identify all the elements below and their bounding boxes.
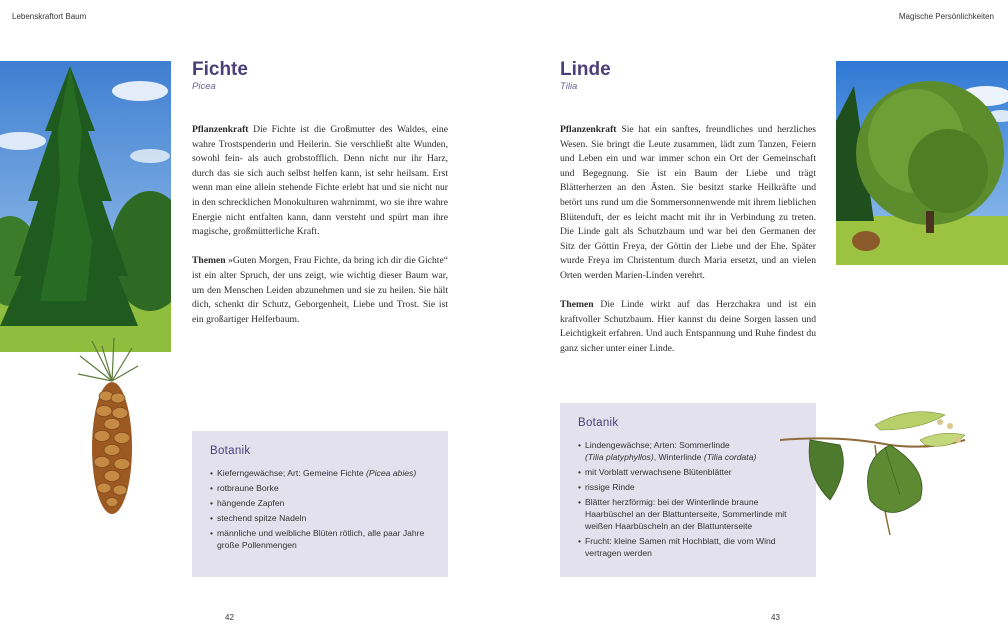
right-pflanzenkraft-text: Sie hat ein sanftes, freundliches und herzliches Wesen. Sie bringt die Leute zusammen, lädt zum Tanzen, Feiern und Leben ein und war immer schon ein Ort der Gemeinschaft und Begegnung. Sie ist ein Baum der Liebe und trägt Blätterherzen an den Ästen. Sie besitzt starke Heilkräfte und betört uns rund um die Sommersonnenwende mit ihrem lieblichen Blütenduft, der es leicht macht mit ihr in Verbindung zu treten. Die Linde galt als Schutzbaum und war bei den Germanen der Sitz der Göttin Freya, der Göttin der Liebe und der Ehe. Später wurde Freya im Christentum durch Maria ersetzt, und an vielen Orten werden Marien-Linden verehrt. [560,124,816,281]
list-item: • mit Vorblatt verwachsene Blütenblätter [578,466,798,478]
right-page-title: Linde [560,59,611,80]
spruce-cone-illustration [72,336,140,518]
list-item: • Lindengewächse; Arten: Sommerlinde (Tilia platyphyllos), Winterlinde (Tilia cordata) [578,439,798,463]
list-item: • Blätter herzförmig: bei der Winterlinde braune Haarbüschel an der Blattunterseite, Sommerlinde mit weißen Haarbüscheln an der Blattunterseite [578,496,798,532]
list-item: • Frucht: kleine Samen mit Hochblatt, die vom Wind vertragen werden [578,535,798,559]
right-botanik-box [560,403,816,577]
list-item: • rissige Rinde [578,481,798,493]
right-page-body [560,123,816,371]
spruce-tree-photo [0,61,171,352]
left-page-title: Fichte [192,59,248,80]
right-themen-label: Themen [560,299,594,311]
left-page-number: 42 [225,613,234,622]
right-themen-paragraph [560,298,816,356]
running-header-right: Magische Persönlichkeiten [898,12,994,21]
right-botanik-title: Botanik [578,417,619,429]
left-botanik-title: Botanik [210,445,251,457]
right-pflanzenkraft-label: Pflanzenkraft [560,124,617,135]
right-page-latin-name: Tilia [560,81,578,92]
list-item: • stechend spitze Nadeln [210,512,430,524]
left-page-body [192,123,448,342]
left-pflanzenkraft-text: Die Fichte ist die Großmutter des Waldes, eine wahre Trostspenderin und Heilerin. Sie verschließt alte Wunden, sowohl fein- als auch grobstofflich. Denn nicht nur ihr Harz, durch das sie sich auch selbst helfen kann, ist sehr heilsam. Erst wenn man eine allein stehende Fichte erlebt hat und sie nicht nur in den schrecklichen Monokulturen wahrnimmt, wo sie ihre wahre Energie nicht entfalten kann, dann versteht und spürt man ihre magische, großmütterliche Kraft. [192,124,448,238]
left-themen-paragraph [192,254,448,327]
linden-tree-photo [836,61,1008,265]
left-pflanzenkraft-paragraph [192,123,448,240]
right-page-number: 43 [771,613,780,622]
left-themen-text: »Guten Morgen, Frau Fichte, da bring ich dir die Gichte“ ist ein alter Spruch, der uns zeigt, wie wichtig dieser Baum war, um den Menschen Leiden abzunehmen und sie zu heilen. Sie hält dich, schenkt dir Schutz, Geborgenheit, Liebe und Trost. Sie ist ein großartiger Helferbaum. [192,255,448,325]
list-item: • Kieferngewächse; Art: Gemeine Fichte (Picea abies) [210,467,430,479]
right-pflanzenkraft-paragraph [560,123,816,284]
left-botanik-list [210,467,430,551]
left-botanik-box [192,431,448,577]
list-item: • hängende Zapfen [210,497,430,509]
list-item: • männliche und weibliche Blüten rötlich, alle paar Jahre große Pollenmengen [210,527,430,551]
left-page-latin-name: Picea [192,81,216,92]
running-header-left: Lebenskraftort Baum [12,12,87,21]
list-item: • rotbraune Borke [210,482,430,494]
right-themen-text: Die Linde wirkt auf das Herzchakra und ist ein kraftvoller Schutzbaum. Hier kannst du deine Sorgen lassen und Leichtigkeit erfahren. Und auch Entspannung und Ruhe findest du ganz sicher unter einer Linde. [560,299,816,354]
left-pflanzenkraft-label: Pflanzenkraft [192,124,249,135]
left-themen-label: Themen [192,255,226,267]
right-botanik-list [578,439,798,559]
linden-branch-illustration [780,400,970,540]
